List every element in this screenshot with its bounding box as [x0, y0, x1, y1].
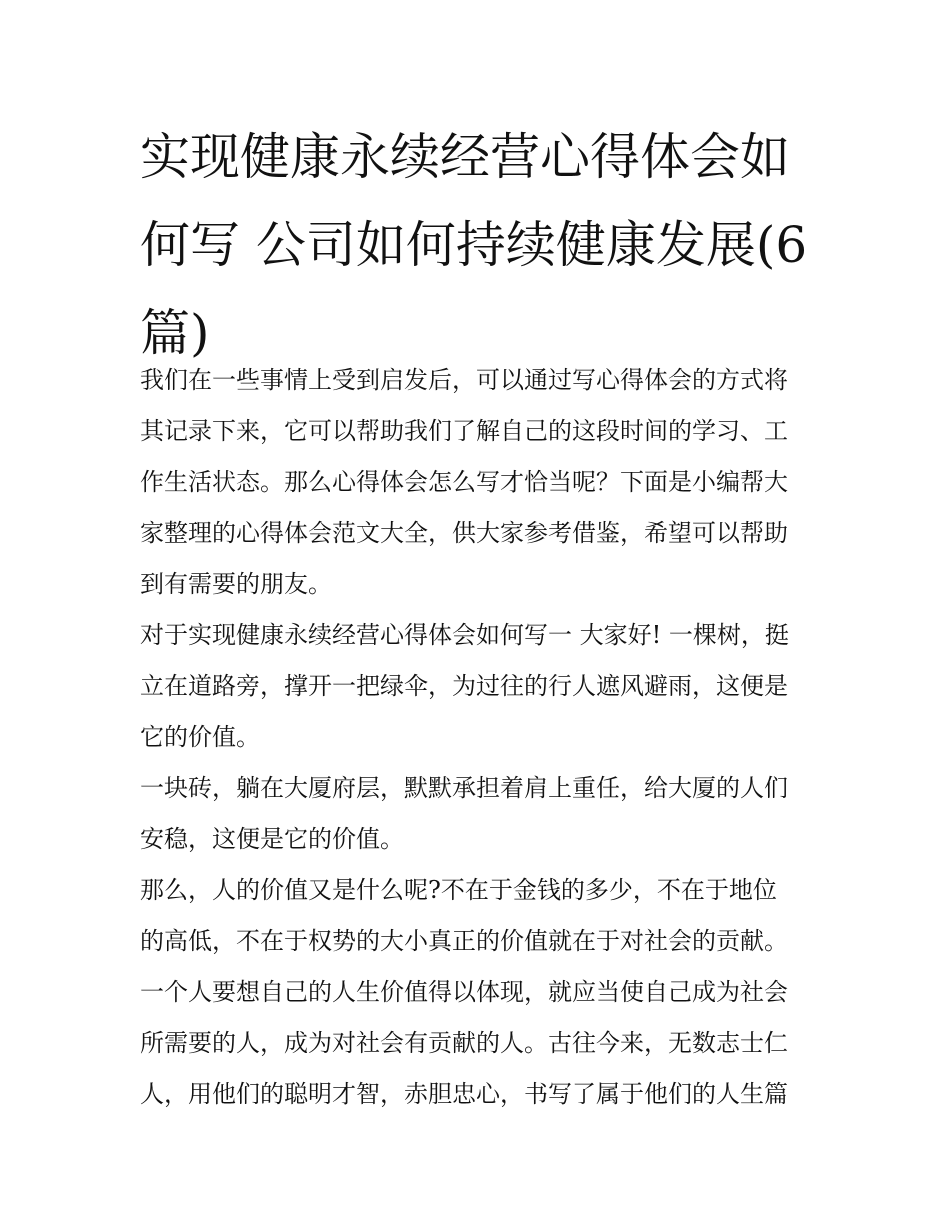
body-line: 一个人要想自己的人生价值得以体现，就应当使自己成为社会	[140, 978, 788, 1006]
body-line: 作生活状态。那么心得体会怎么写才恰当呢？下面是小编帮大	[140, 468, 788, 496]
title-line: 何写 公司如何持续健康发展(6	[140, 216, 808, 274]
body-line: 我们在一些事情上受到启发后，可以通过写心得体会的方式将	[140, 366, 788, 394]
body-line: 家整理的心得体会范文大全，供大家参考借鉴，希望可以帮助	[140, 519, 788, 547]
title-line: 实现健康永续经营心得体会如	[140, 128, 790, 186]
body-line: 立在道路旁，撑开一把绿伞，为过往的行人遮风避雨，这便是	[140, 672, 788, 700]
body-line: 其记录下来，它可以帮助我们了解自己的这段时间的学习、工	[140, 417, 788, 445]
body-line: 人，用他们的聪明才智，赤胆忠心，书写了属于他们的人生篇	[140, 1080, 788, 1108]
document-body	[140, 355, 820, 1120]
body-line: 的高低，不在于权势的大小真正的价值就在于对社会的贡献。	[140, 927, 788, 955]
body-line: 安稳，这便是它的价值。	[140, 825, 404, 853]
body-line: 它的价值。	[140, 723, 260, 751]
body-line: 那么，人的价值又是什么呢?不在于金钱的多少，不在于地位	[140, 876, 777, 904]
document-title	[140, 113, 820, 377]
body-line: 对于实现健康永续经营心得体会如何写一 大家好! 一棵树，挺	[140, 621, 789, 649]
body-line: 所需要的人，成为对社会有贡献的人。古往今来，无数志士仁	[140, 1029, 788, 1057]
body-line: 到有需要的朋友。	[140, 570, 332, 598]
title-line: 篇)	[140, 304, 210, 362]
body-line: 一块砖，躺在大厦府层，默默承担着肩上重任，给大厦的人们	[140, 774, 788, 802]
